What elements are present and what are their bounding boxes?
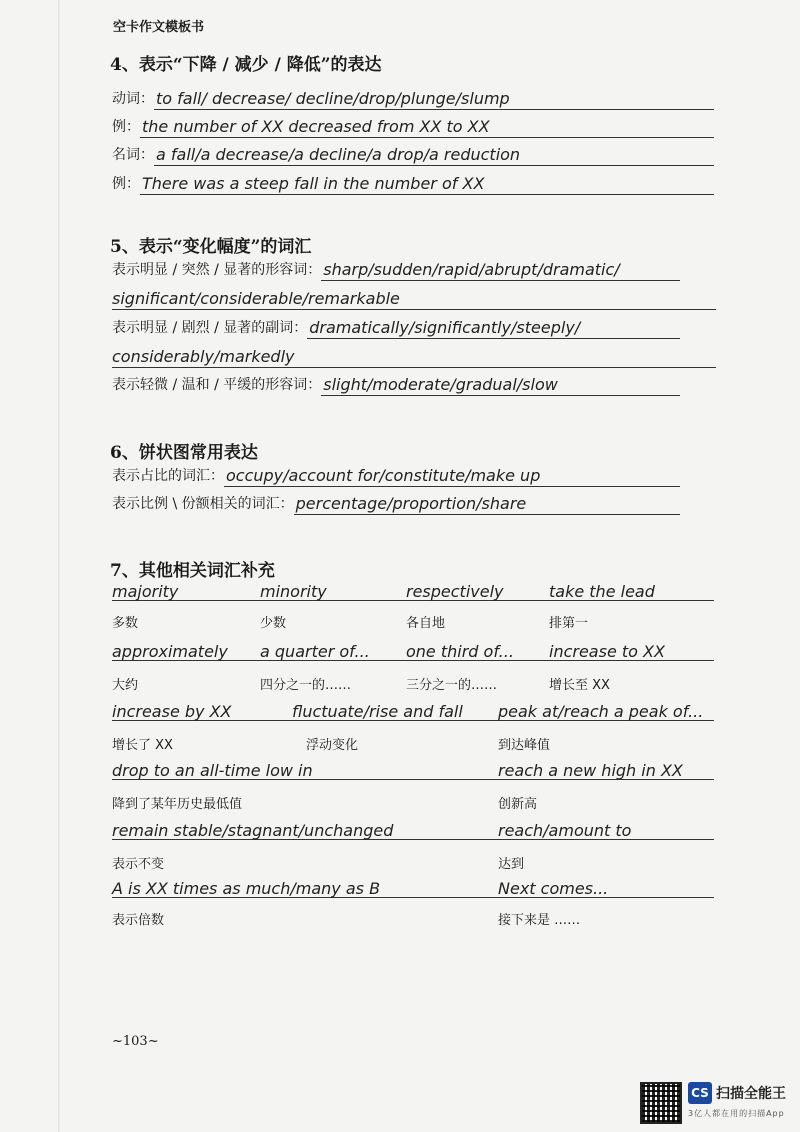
section-7-title: 7、其他相关词汇补充	[110, 561, 275, 581]
camscanner-name: 扫描全能王	[716, 1086, 786, 1102]
sec6-share-text: occupy/account for/constitute/make up	[224, 466, 680, 487]
section-5-title: 5、表示“变化幅度”的词汇	[110, 237, 312, 257]
sec4-verb-text: to fall/ decrease/ decline/drop/plunge/slump	[154, 89, 714, 110]
vocab-reach-new-high: reach a new high in XX	[498, 761, 683, 780]
sec5-slight-text: slight/moderate/gradual/slow	[321, 375, 680, 396]
page-number: ~103~	[112, 1034, 159, 1049]
vocab-peak-at: peak at/reach a peak of...	[498, 702, 704, 721]
camscanner-logo: CS	[688, 1082, 712, 1104]
sec5-adv-label: 表示明显 / 剧烈 / 显著的副词：	[112, 320, 308, 336]
sec4-example2-text: There was a steep fall in the number of XX	[140, 174, 714, 195]
vocab-next-comes: Next comes...	[498, 879, 609, 898]
zh-one-third-of: 三分之一的……	[406, 678, 498, 693]
sec6-share-label: 表示占比的词汇：	[112, 468, 224, 484]
vocab-take-the-lead: take the lead	[549, 582, 655, 601]
zh-fluctuate: 浮动变化	[306, 738, 359, 753]
vocab-respectively: respectively	[406, 582, 504, 601]
zh-take-the-lead: 排第一	[549, 616, 589, 631]
sec5-adv-cont-row	[112, 344, 716, 368]
zh-approximately: 大约	[112, 678, 139, 693]
sec4-verb-row	[112, 86, 714, 110]
sec4-example2-label: 例：	[112, 176, 140, 192]
sec4-example1-text: the number of XX decreased from XX to XX	[140, 117, 714, 138]
zh-increase-by: 增长了 XX	[112, 738, 173, 753]
zh-remain-stable: 表示不变	[112, 857, 165, 872]
book-header: 空卡作文模板书	[113, 20, 205, 35]
zh-increase-to: 增长至 XX	[549, 678, 610, 693]
zh-drop-to-all-time-low: 降到了某年历史最低值	[112, 797, 243, 812]
sec4-example2-row	[112, 171, 714, 195]
zh-reach-new-high: 创新高	[498, 797, 538, 812]
zh-respectively: 各自地	[406, 616, 446, 631]
sec5-adj-label: 表示明显 / 突然 / 显著的形容词：	[112, 262, 322, 278]
sec5-slight-row	[112, 372, 680, 396]
sec5-adj-text: sharp/sudden/rapid/abrupt/dramatic/	[321, 260, 680, 281]
zh-next-comes: 接下来是 ……	[498, 913, 581, 928]
vocab-increase-by: increase by XX	[112, 702, 232, 721]
vocab-increase-to: increase to XX	[549, 642, 665, 661]
sec5-adv-cont-text: considerably/markedly	[112, 347, 716, 368]
sec5-slight-label: 表示轻微 / 温和 / 平缓的形容词：	[112, 377, 322, 393]
vocab-one-third-of: one third of...	[406, 642, 514, 661]
vocab-a-quarter-of: a quarter of...	[260, 642, 370, 661]
camscanner-tagline: 3亿人都在用的扫描App	[688, 1109, 785, 1118]
vocab-drop-to-all-time-low: drop to an all-time low in	[112, 761, 313, 780]
sec6-proportion-row	[112, 491, 680, 515]
section-4-title: 4、表示“下降 / 减少 / 降低”的表达	[110, 55, 382, 75]
sec6-proportion-label: 表示比例 \ 份额相关的词汇：	[112, 496, 294, 512]
vocab-remain-stable: remain stable/stagnant/unchanged	[112, 821, 394, 840]
page-fold-shadow	[58, 0, 60, 1132]
vocab-approximately: approximately	[112, 642, 228, 661]
sec5-adv-text: dramatically/significantly/steeply/	[307, 318, 680, 339]
vocab-reach-amount-to: reach/amount to	[498, 821, 632, 840]
vocab-majority: majority	[112, 582, 179, 601]
vocab-fluctuate: fluctuate/rise and fall	[292, 702, 463, 721]
zh-times-as-much: 表示倍数	[112, 913, 165, 928]
zh-minority: 少数	[260, 616, 287, 631]
vocab-minority: minority	[260, 582, 327, 601]
sec4-noun-row	[112, 142, 714, 166]
sec4-noun-text: a fall/a decrease/a decline/a drop/a reduction	[154, 145, 714, 166]
sec6-proportion-text: percentage/proportion/share	[294, 494, 680, 515]
zh-a-quarter-of: 四分之一的……	[260, 678, 352, 693]
sec4-verb-label: 动词：	[112, 91, 154, 107]
sec6-share-row	[112, 463, 680, 487]
qr-code-icon	[640, 1082, 682, 1124]
sec4-noun-label: 名词：	[112, 147, 154, 163]
zh-majority: 多数	[112, 616, 139, 631]
zh-peak-at: 到达峰值	[498, 738, 551, 753]
sec4-example1-label: 例：	[112, 119, 140, 135]
sec5-adj-cont-text: significant/considerable/remarkable	[112, 289, 716, 310]
sec5-adj-row	[112, 257, 680, 281]
section-6-title: 6、饼状图常用表达	[110, 443, 258, 463]
zh-reach-amount-to: 达到	[498, 857, 525, 872]
sec4-example1-row	[112, 114, 714, 138]
vocab-times-as-much: A is XX times as much/many as B	[112, 879, 381, 898]
sec5-adv-row	[112, 315, 680, 339]
sec5-adj-cont-row	[112, 286, 716, 310]
